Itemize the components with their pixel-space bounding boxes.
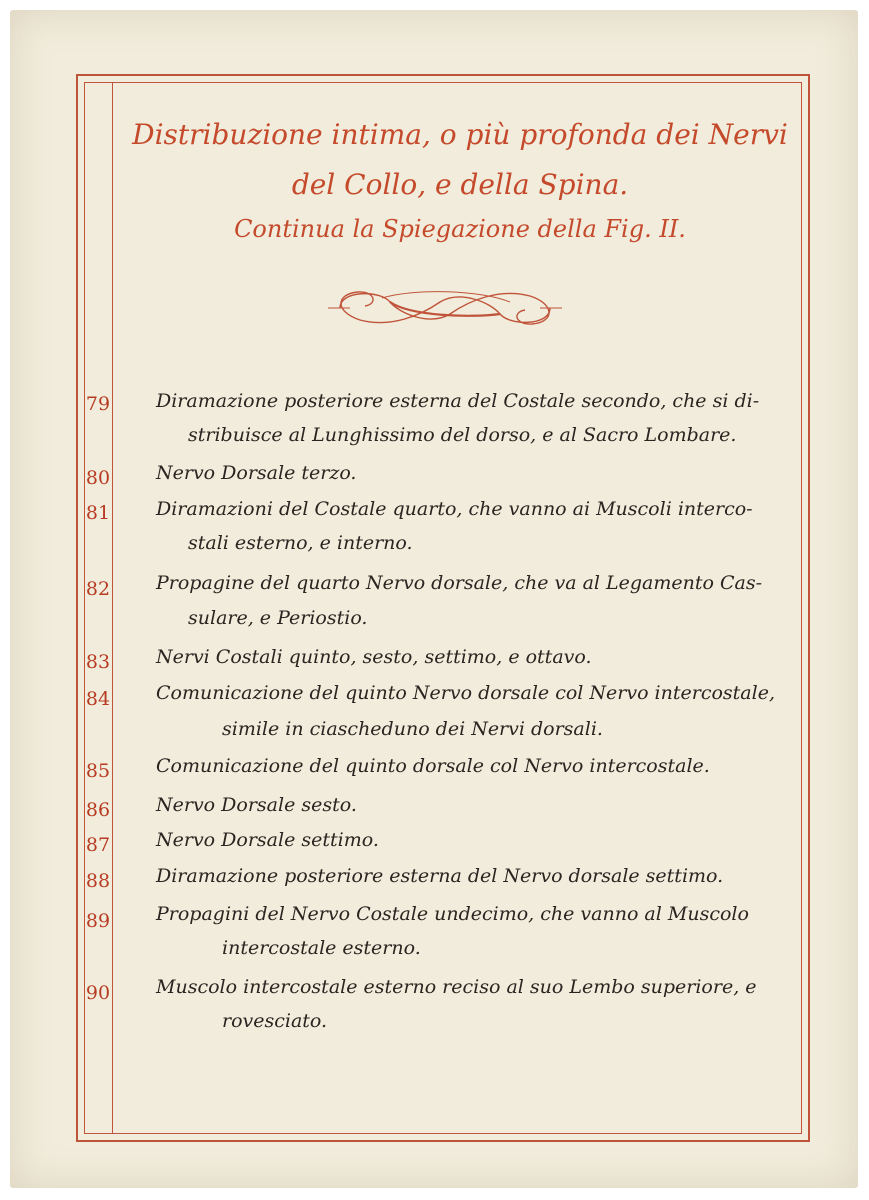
entry-text-line: Diramazioni del Costale quarto, che vanno ai Muscoli interco- bbox=[156, 498, 753, 520]
entry-text-line: Comunicazione del quinto dorsale col Nervo intercostale. bbox=[156, 755, 710, 777]
entry-text-line: Nervo Dorsale sesto. bbox=[156, 794, 357, 816]
entry-number: 79 bbox=[85, 393, 111, 415]
page-title-line-1: Distribuzione intima, o più profonda dei Nervi bbox=[132, 118, 788, 151]
entry-text-line: Muscolo intercostale esterno reciso al suo Lembo superiore, e bbox=[156, 976, 757, 998]
entry-text-continuation: intercostale esterno. bbox=[222, 937, 421, 959]
calligraphic-flourish-icon bbox=[320, 278, 570, 338]
entry-number: 82 bbox=[85, 578, 111, 600]
entry-text-line: Nervi Costali quinto, sesto, settimo, e ottavo. bbox=[156, 646, 592, 668]
entry-text-line: Nervo Dorsale settimo. bbox=[156, 829, 379, 851]
entry-text-line: Propagine del quarto Nervo dorsale, che va al Legamento Cas- bbox=[156, 572, 763, 594]
manuscript-page bbox=[10, 10, 858, 1188]
page-title-line-2: del Collo, e della Spina. bbox=[291, 168, 629, 201]
entry-number: 90 bbox=[85, 982, 111, 1004]
entry-text-continuation: stali esterno, e interno. bbox=[188, 532, 413, 554]
entry-text-line: Diramazione posteriore esterna del Nervo dorsale settimo. bbox=[156, 865, 724, 887]
entry-text-line: Diramazione posteriore esterna del Costale secondo, che si di- bbox=[156, 390, 760, 412]
entry-number: 85 bbox=[85, 760, 111, 782]
page-subtitle: Continua la Spiegazione della Fig. II. bbox=[234, 215, 686, 243]
entry-number: 88 bbox=[85, 870, 111, 892]
margin-rule bbox=[112, 82, 113, 1134]
entry-text-line: Propagini del Nervo Costale undecimo, che vanno al Muscolo bbox=[156, 903, 749, 925]
entry-text-continuation: sulare, e Periostio. bbox=[188, 607, 368, 629]
entry-text-line: Comunicazione del quinto Nervo dorsale col Nervo intercostale, bbox=[156, 682, 775, 704]
entry-number: 83 bbox=[85, 651, 111, 673]
entry-number: 81 bbox=[85, 502, 111, 524]
entry-text-continuation: simile in ciascheduno dei Nervi dorsali. bbox=[222, 718, 603, 740]
entry-text-continuation: stribuisce al Lunghissimo del dorso, e al Sacro Lombare. bbox=[188, 424, 737, 446]
entry-text-line: Nervo Dorsale terzo. bbox=[156, 462, 357, 484]
entry-number: 84 bbox=[85, 688, 111, 710]
entry-text-continuation: rovesciato. bbox=[222, 1010, 328, 1032]
entry-number: 89 bbox=[85, 910, 111, 932]
entry-number: 87 bbox=[85, 834, 111, 856]
entry-number: 80 bbox=[85, 467, 111, 489]
entry-number: 86 bbox=[85, 799, 111, 821]
